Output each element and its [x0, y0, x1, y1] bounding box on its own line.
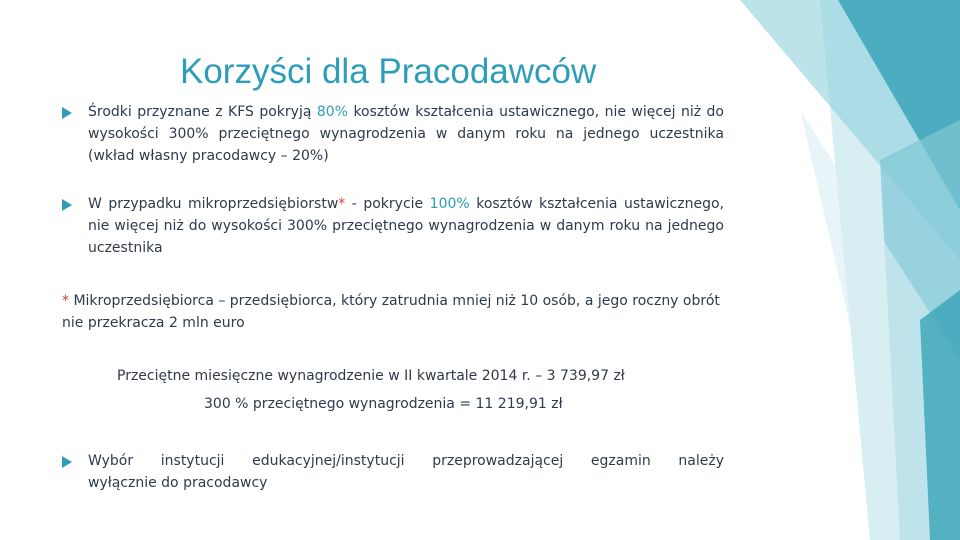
footnote-star: *: [338, 196, 346, 212]
salary-line: Przeciętne miesięczne wynagrodzenie w II kwartale 2014 r. – 3 739,97 zł: [117, 368, 625, 384]
deco-light-triangle: [800, 110, 960, 540]
highlight-percent: 100%: [429, 196, 470, 212]
bullet-item: [62, 101, 724, 167]
deco-light-band: [820, 0, 960, 540]
footnote-star: *: [62, 293, 69, 309]
bullet-text: Środki przyznane z KFS pokryją 80% kosztów kształcenia ustawicznego, nie więcej niż do wysokości 300% przeciętnego wynagrodzenia w danym roku na jednego uczestnika (wkład własny pracodawcy – 20%): [88, 104, 724, 164]
deco-pale-triangle: [740, 0, 960, 260]
deco-dark-bottom: [920, 290, 960, 540]
bullet-arrow-icon: [62, 199, 72, 211]
bullet-text: W przypadku mikroprzedsiębiorstw* - pokrycie 100% kosztów kształcenia ustawicznego, nie więcej niż do wysokości 300% przeciętnego wynagrodzenia w danym roku na jednego uczestnika: [88, 196, 724, 256]
deco-mid-band: [880, 120, 960, 540]
bullet-item: [62, 450, 724, 494]
bullet-text: Wybór instytucji edukacyjnej/instytucji przeprowadzającej egzamin należy wyłącznie do pracodawcy: [88, 453, 724, 491]
page-title: Korzyści dla Pracodawców: [180, 52, 597, 91]
limit-line: 300 % przeciętnego wynagrodzenia = 11 219,91 zł: [204, 396, 563, 412]
highlight-percent: 80%: [316, 104, 348, 120]
bullet-item: [62, 193, 724, 259]
bullet-arrow-icon: [62, 456, 72, 468]
bullet-arrow-icon: [62, 107, 72, 119]
footnote: * Mikroprzedsiębiorca – przedsiębiorca, który zatrudnia mniej niż 10 osób, a jego roczny obrót nie przekracza 2 mln euro: [62, 293, 720, 331]
deco-teal-triangle: [838, 0, 960, 210]
